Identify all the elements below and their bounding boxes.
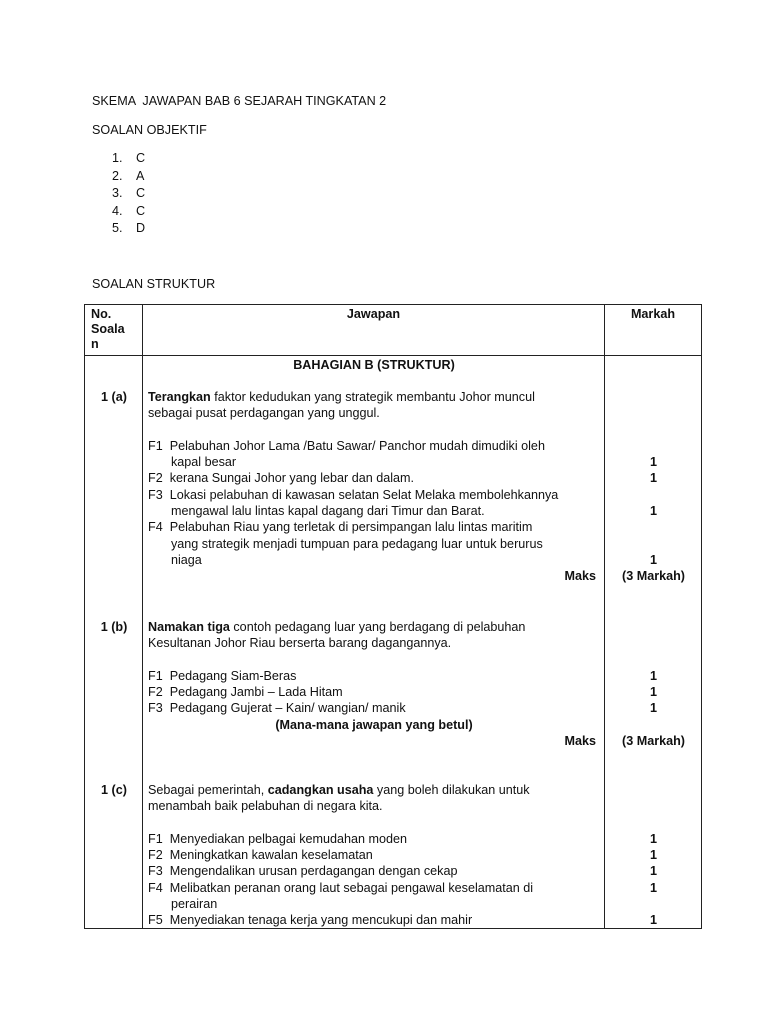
question-number: 1 (a): [101, 390, 127, 404]
any-correct-answer-note: (Mana-mana jawapan yang betul): [275, 718, 473, 732]
list-item: 3. C: [112, 186, 146, 201]
mark-value: 1: [649, 848, 657, 862]
question-text: Sebagai pemerintah, cadangkan usaha yang boleh dilakukan untuk: [148, 783, 530, 797]
answer-column: [143, 356, 605, 929]
total-marks: (3 Markah): [622, 734, 685, 748]
mark-value: 1: [649, 471, 657, 485]
question-text: Namakan tiga contoh pedagang luar yang berdagang di pelabuhan: [148, 620, 526, 634]
header-answer: Jawapan: [143, 305, 605, 356]
answer-scheme-table: [84, 304, 702, 929]
mark-value: 1: [649, 832, 657, 846]
list-item: 1. C: [112, 151, 146, 165]
mark-value: 1: [649, 685, 657, 699]
question-text: menambah baik pelabuhan di negara kita.: [148, 799, 383, 813]
answer-point-continuation: niaga: [171, 553, 202, 567]
mark-value: 1: [649, 504, 657, 518]
section-title: BAHAGIAN B (STRUKTUR): [293, 358, 455, 372]
answer-point-continuation: mengawal lalu lintas kapal dagang dari Timur dan Barat.: [171, 504, 485, 518]
answer-point: F1 Pelabuhan Johor Lama /Batu Sawar/ Panchor mudah dimudiki oleh: [148, 439, 545, 453]
mark-value: 1: [649, 701, 657, 715]
answer-point: F2 Meningkatkan kawalan keselamatan: [148, 848, 373, 862]
document-title: SKEMA JAWAPAN BAB 6 SEJARAH TINGKATAN 2: [92, 94, 387, 108]
maks-label: Maks: [564, 734, 596, 748]
answer-point-continuation: yang strategik menjadi tumpuan para pedagang luar untuk berurus: [171, 537, 543, 551]
objective-answer-list: [112, 150, 145, 238]
header-marks: Markah: [605, 305, 702, 356]
mark-value: 1: [649, 669, 657, 683]
question-number-column: [85, 356, 143, 929]
structure-heading: SOALAN STRUKTUR: [92, 277, 216, 291]
answer-point: F4 Melibatkan peranan orang laut sebagai pengawal keselamatan di: [148, 881, 534, 895]
marks-column: [605, 356, 702, 929]
mark-value: 1: [649, 553, 657, 567]
total-marks: (3 Markah): [622, 569, 685, 583]
answer-point: F3 Lokasi pelabuhan di kawasan selatan Selat Melaka membolehkannya: [148, 488, 559, 502]
header-question-number: No. Soala n: [85, 305, 143, 356]
mark-value: 1: [649, 881, 657, 895]
table-row: [85, 356, 702, 929]
answer-point: F3 Pedagang Gujerat – Kain/ wangian/ manik: [148, 701, 406, 715]
list-item: 5. D: [112, 221, 146, 236]
answer-point: F2 kerana Sungai Johor yang lebar dan dalam.: [148, 471, 415, 485]
answer-point: F3 Mengendalikan urusan perdagangan dengan cekap: [148, 864, 458, 878]
question-number: 1 (b): [100, 620, 128, 634]
question-text: sebagai pusat perdagangan yang unggul.: [148, 406, 380, 420]
answer-point: F5 Menyediakan tenaga kerja yang mencukupi dan mahir: [148, 913, 473, 927]
table-header-row: [85, 305, 702, 356]
question-text: Kesultanan Johor Riau berserta barang dagangannya.: [148, 636, 452, 650]
answer-point-continuation: perairan: [171, 897, 218, 911]
question-number: 1 (c): [101, 783, 127, 797]
mark-value: 1: [649, 864, 657, 878]
objective-heading: SOALAN OBJEKTIF: [92, 123, 207, 137]
maks-label: Maks: [564, 569, 596, 583]
question-text: Terangkan faktor kedudukan yang strategik membantu Johor muncul: [148, 390, 535, 404]
answer-point: F1 Pedagang Siam-Beras: [148, 669, 297, 683]
mark-value: 1: [649, 913, 657, 927]
answer-point: F2 Pedagang Jambi – Lada Hitam: [148, 685, 343, 699]
list-item: 2. A: [112, 168, 145, 183]
mark-value: 1: [649, 455, 657, 469]
answer-point: F1 Menyediakan pelbagai kemudahan moden: [148, 832, 408, 846]
list-item: 4. C: [112, 203, 146, 218]
answer-point-continuation: kapal besar: [171, 455, 237, 469]
answer-point: F4 Pelabuhan Riau yang terletak di persimpangan lalu lintas maritim: [148, 520, 533, 534]
